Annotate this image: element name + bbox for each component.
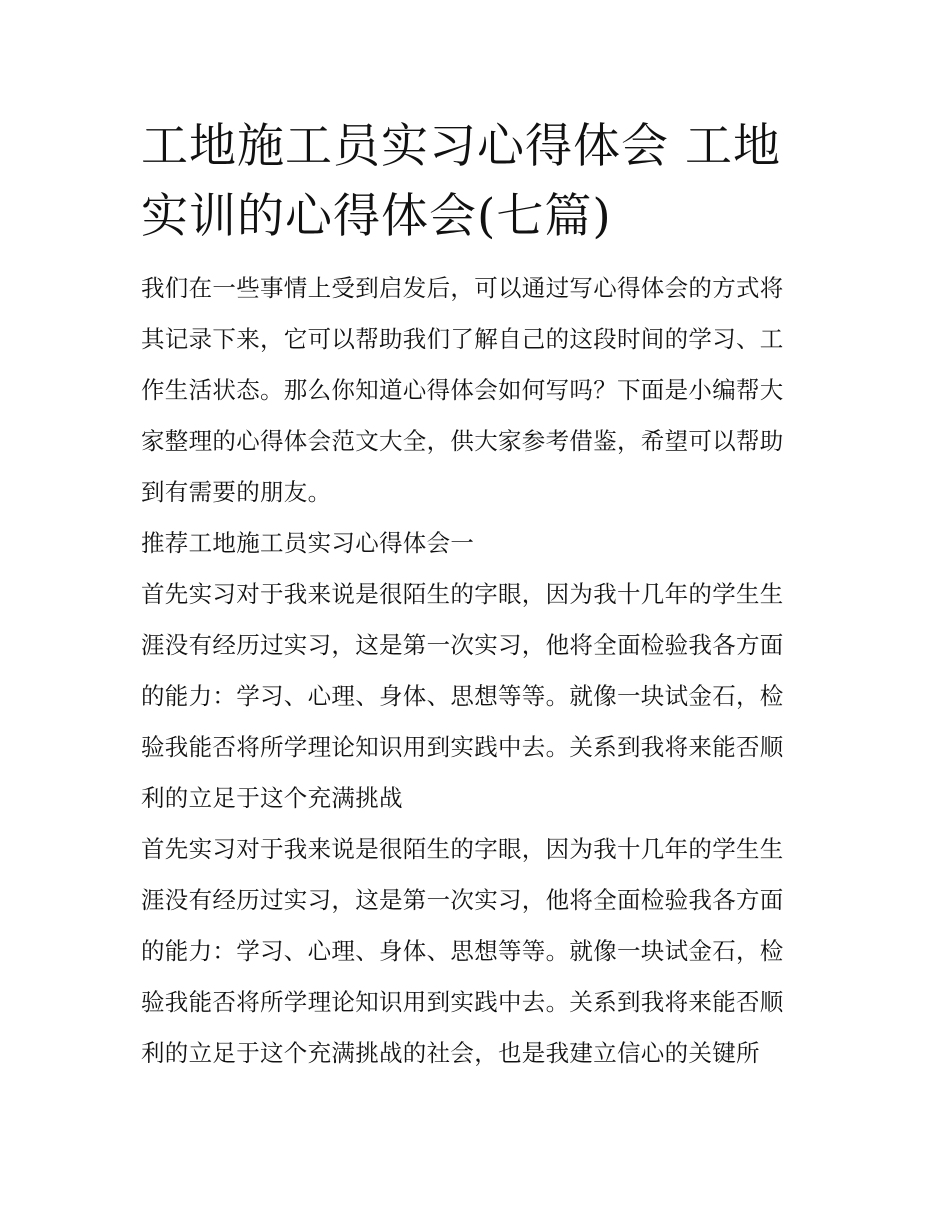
- text-line: 首先实习对于我来说是很陌生的字眼，因为我十几年的学生生: [141, 835, 784, 863]
- text-line: 利的立足于这个充满挑战的社会，也是我建立信心的关键所: [141, 1039, 760, 1067]
- text-line: 家整理的心得体会范文大全，供大家参考借鉴，希望可以帮助: [141, 427, 784, 455]
- text-line: 首先实习对于我来说是很陌生的字眼，因为我十几年的学生生: [141, 580, 784, 608]
- text-line: 涯没有经历过实习，这是第一次实习，他将全面检验我各方面: [141, 886, 784, 914]
- body-paragraph-2: [141, 824, 813, 1079]
- text-line: 其记录下来，它可以帮助我们了解自己的这段时间的学习、工: [141, 325, 784, 353]
- text-line: 验我能否将所学理论知识用到实践中去。关系到我将来能否顺: [141, 733, 784, 761]
- text-line: 利的立足于这个充满挑战: [141, 784, 403, 812]
- text-line: 涯没有经历过实习，这是第一次实习，他将全面检验我各方面: [141, 631, 784, 659]
- text-line: 验我能否将所学理论知识用到实践中去。关系到我将来能否顺: [141, 988, 784, 1016]
- body-paragraph-1: [141, 569, 813, 824]
- text-line: 的能力：学习、心理、身体、思想等等。就像一块试金石，检: [141, 682, 784, 710]
- text-line: 我们在一些事情上受到启发后，可以通过写心得体会的方式将: [141, 274, 784, 302]
- text-line: 到有需要的朋友。: [141, 478, 332, 506]
- title-line-2: 实训的心得体会(七篇): [141, 189, 612, 244]
- section-heading-text: 推荐工地施工员实习心得体会一: [141, 529, 475, 557]
- document-title: [141, 112, 813, 252]
- title-line-1: 工地施工员实习心得体会 工地: [141, 119, 781, 174]
- document-page: [141, 112, 813, 1079]
- section-heading: [141, 518, 813, 569]
- text-line: 作生活状态。那么你知道心得体会如何写吗？下面是小编帮大: [141, 376, 784, 404]
- document-body: [141, 263, 813, 1079]
- text-line: 的能力：学习、心理、身体、思想等等。就像一块试金石，检: [141, 937, 784, 965]
- intro-paragraph: [141, 263, 813, 518]
